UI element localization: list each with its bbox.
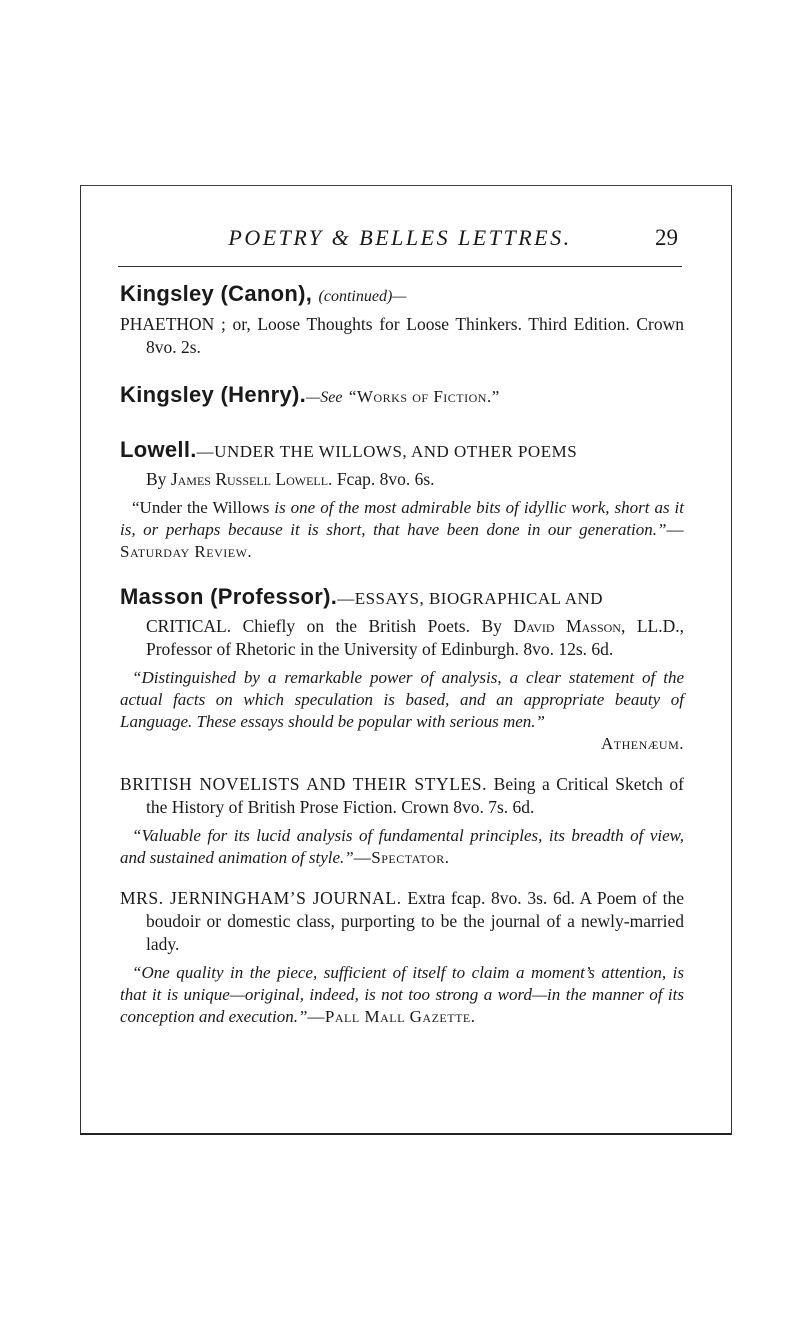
review-quote: “Distinguished by a remarkable power of analysis, a clear statement of the actual facts on which speculation is based, and an appropriate beauty of Language. These essays should be popular with serious men.” [120,668,684,731]
entry-author: David Masson [513,616,621,636]
entry-cross-reference: “Works of Fiction.” [348,387,500,406]
entry-see-prefix: —See [306,389,343,406]
entry-heading: Kingsley (Canon), [120,281,313,306]
review-source: Athenæum. [600,734,684,753]
running-head [0,225,800,257]
running-head-title: POETRY & BELLES LETTRES. [228,225,572,250]
entry-lowell [120,434,684,563]
entry-title: —ESSAYS, BIOGRAPHICAL AND [337,589,604,608]
entry-heading: Kingsley (Henry). [120,382,307,407]
review-quote: “Valuable for its lucid analysis of fundamental principles, its breadth of view, and sustained animation of style.”—Spectator. [120,826,684,867]
entry-body: PHAETHON ; or, Loose Thoughts for Loose Thinkers. Third Edition. Crown 8vo. 2s. [120,314,684,357]
entry-mrs-jerningham [120,887,684,1028]
entry-title: BRITISH NOVELISTS AND THEIR STYLES. [120,774,488,794]
page-number: 29 [655,225,678,250]
entry-kingsley-henry [120,379,684,414]
review-quote: “One quality in the piece, sufficient of itself to claim a moment’s attention, is that it is unique—original, indeed, is not too strong a word—in the manner of its conception and execution.”—Pall Mall Gazette. [120,963,684,1026]
review-quote: “Under the Willows is one of the most admirable bits of idyllic work, short as it is, or perhaps because it is short, that have been done in our generation.”—Saturday Review. [120,498,684,561]
entry-title: MRS. JERNINGHAM’S JOURNAL. [120,888,402,908]
entry-body: BRITISH NOVELISTS AND THEIR STYLES. Being a Critical Sketch of the History of British Prose Fiction. Crown 8vo. 7s. 6d. [120,774,684,817]
catalogue-content [120,278,684,1028]
entry-british-novelists [120,773,684,869]
entry-title: —UNDER THE WILLOWS, AND OTHER POEMS [196,442,578,461]
entry-heading: Lowell. [120,437,197,462]
review-source: —Saturday Review. [120,520,684,561]
entry-body: MRS. JERNINGHAM’S JOURNAL. Extra fcap. 8vo. 3s. 6d. A Poem of the boudoir or domestic class, purporting to be the journal of a newly-married lady. [120,888,684,954]
entry-heading: Masson (Professor). [120,584,338,609]
entry-masson [120,581,684,755]
entry-body: By James Russell Lowell. Fcap. 8vo. 6s. [146,469,435,489]
review-source: —Pall Mall Gazette. [307,1007,476,1026]
entry-kingsley-canon [120,278,684,359]
entry-heading-note: (continued)— [318,288,407,305]
header-rule [118,266,682,267]
entry-body: CRITICAL. Chiefly on the British Poets. By David Masson, LL.D., Professor of Rhetoric in the University of Edinburgh. 8vo. 12s. 6d. [146,616,684,659]
review-source: —Spectator. [353,848,450,867]
entry-author: James Russell Lowell. [170,469,333,489]
